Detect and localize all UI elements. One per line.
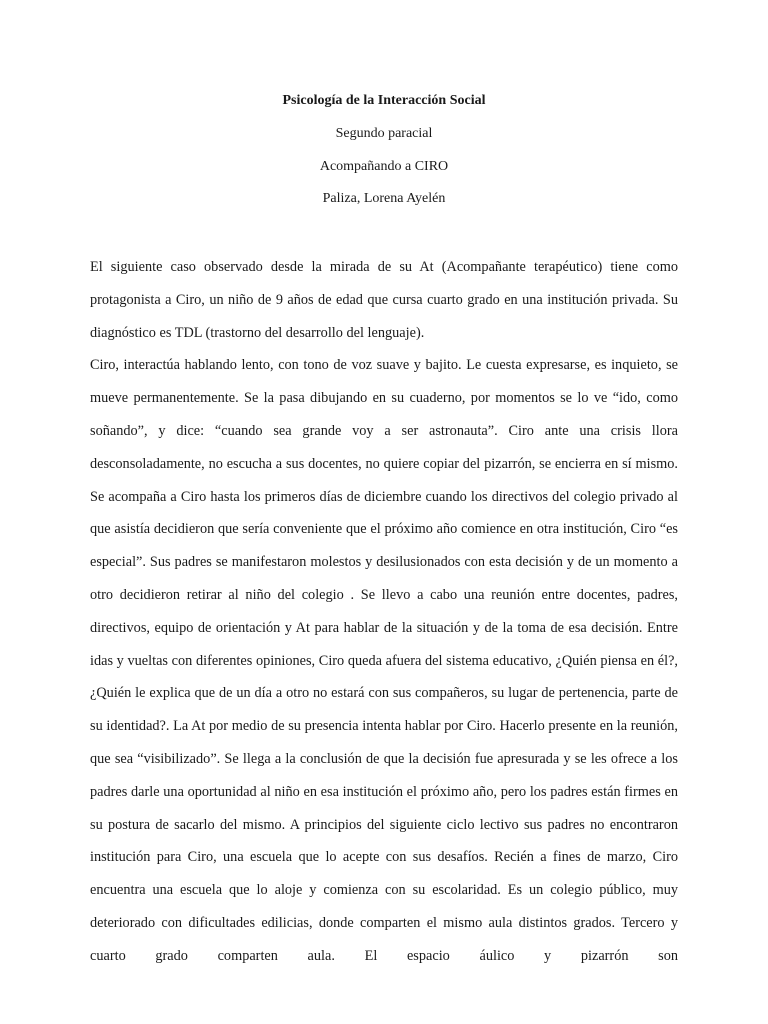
paragraph-intro: El siguiente caso observado desde la mirada de su At (Acompañante terapéutico) tiene como protagonista a Ciro, un niño de 9 años de edad que cursa cuarto grado en una institución privada. Su diagnóstico es TDL (trastorno del desarrollo del lenguaje).: [90, 259, 678, 341]
document-subtitle: Segundo paracial: [335, 126, 433, 141]
case-title: Acompañando a CIRO: [319, 159, 449, 174]
document-body: [90, 251, 678, 973]
author-name: Paliza, Lorena Ayelén: [322, 191, 446, 206]
paragraph-case: Ciro, interactúa hablando lento, con tono de voz suave y bajito. Le cuesta expresarse, es inquieto, se mueve permanentemente. Se la pasa dibujando en su cuaderno, por momentos se lo ve “ido, como soñando”, y dice: “cuando sea grande voy a ser astronauta”. Ciro ante una crisis llora desconsoladamente, no escucha a sus docentes, no quiere copiar del pizarrón, se encierra en sí mismo. Se acompaña a Ciro hasta los primeros días de diciembre cuando los directivos del colegio privado al que asistía decidieron que sería conveniente que el próximo año comience en otra institución, Ciro “es especial”. Sus padres se manifestaron molestos y desilusionados con esta decisión y de un momento a otro decidieron retirar al niño del colegio . Se llevo a cabo una reunión entre docentes, padres, directivos, equipo de orientación y At para hablar de la situación y de la toma de esa decisión. Entre idas y vueltas con diferentes opiniones, Ciro queda afuera del sistema educativo, ¿Quién piensa en él?,¿Quién le explica que de un día a otro no estará con sus compañeros, su lugar de pertenencia, parte de su identidad?. La At por medio de su presencia intenta hablar por Ciro. Hacerlo presente en la reunión, que sea “visibilizado”. Se llega a la conclusión de que la decisión fue apresurada y se les ofrece a los padres darle una oportunidad al niño en esa institución el próximo año, pero los padres están firmes en su postura de sacarlo del mismo. A principios del siguiente ciclo lectivo sus padres no encontraron institución para Ciro, una escuela que lo acepte con sus desafíos. Recién a fines de marzo, Ciro encuentra una escuela que lo aloje y comienza con su escolaridad. Es un colegio público, muy deteriorado con dificultades edilicias, donde comparten el mismo aula distintos grados. Tercero y cuarto grado comparten aula. El espacio áulico y pizarrón son: [90, 357, 678, 964]
document-title: Psicología de la Interacción Social: [282, 93, 486, 108]
